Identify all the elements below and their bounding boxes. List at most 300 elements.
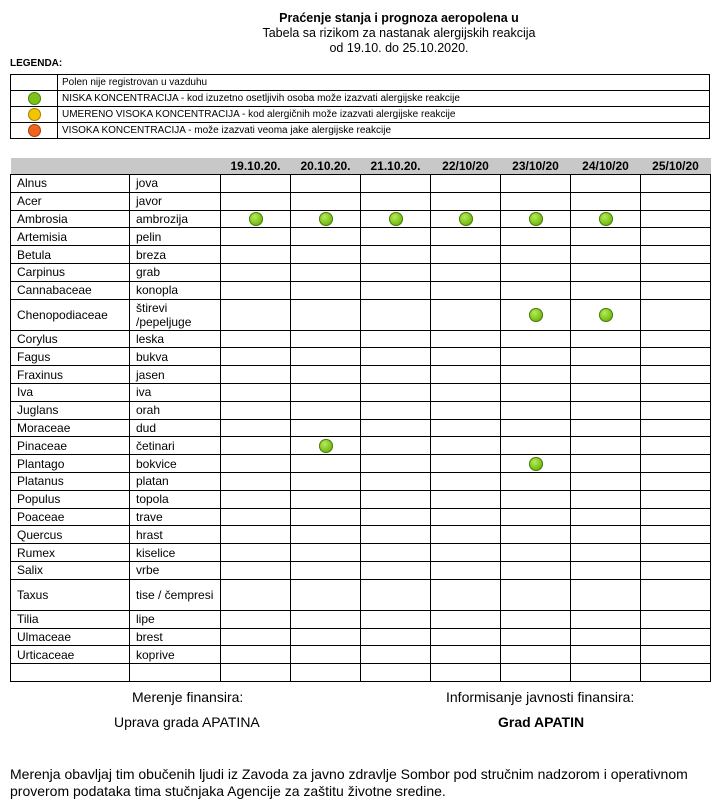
local-name: brest bbox=[130, 628, 221, 646]
concentration-cell bbox=[641, 263, 711, 281]
table-row bbox=[11, 299, 711, 330]
latin-name bbox=[11, 664, 130, 682]
table-row bbox=[11, 419, 711, 437]
report-title: Praćenje stanja i prognoza aeropolena u bbox=[279, 11, 519, 25]
concentration-cell bbox=[501, 401, 571, 419]
concentration-cell bbox=[221, 246, 291, 264]
table-row bbox=[11, 330, 711, 348]
concentration-cell bbox=[571, 508, 641, 526]
concentration-cell bbox=[571, 646, 641, 664]
concentration-cell bbox=[221, 330, 291, 348]
header-blank-cell bbox=[11, 158, 130, 175]
concentration-cell bbox=[571, 544, 641, 562]
concentration-cell bbox=[501, 366, 571, 384]
latin-name: Ambrosia bbox=[11, 210, 130, 228]
low-concentration-dot-icon bbox=[319, 439, 333, 453]
report-header bbox=[0, 11, 718, 56]
information-funder-label: Informisanje javnosti finansira: bbox=[446, 689, 635, 705]
concentration-cell bbox=[571, 561, 641, 579]
concentration-cell bbox=[431, 281, 501, 299]
latin-name: Moraceae bbox=[11, 419, 130, 437]
concentration-cell bbox=[291, 419, 361, 437]
concentration-cell bbox=[361, 348, 431, 366]
latin-name: Taxus bbox=[11, 579, 130, 610]
legend-text: NISKA KONCENTRACIJA - kod izuzetno osetljivih osoba može izazvati alergijske reakcije bbox=[58, 91, 710, 107]
local-name bbox=[130, 664, 221, 682]
legend-dot-icon bbox=[28, 124, 41, 137]
date-header: 23/10/20 bbox=[501, 158, 571, 175]
concentration-cell bbox=[291, 437, 361, 455]
concentration-cell bbox=[641, 437, 711, 455]
local-name: vrbe bbox=[130, 561, 221, 579]
legend-row bbox=[11, 123, 710, 139]
concentration-cell bbox=[221, 437, 291, 455]
concentration-cell bbox=[431, 383, 501, 401]
concentration-cell bbox=[221, 175, 291, 193]
table-row bbox=[11, 348, 711, 366]
concentration-cell bbox=[291, 263, 361, 281]
concentration-cell bbox=[571, 348, 641, 366]
concentration-cell bbox=[641, 383, 711, 401]
local-name: grab bbox=[130, 263, 221, 281]
concentration-cell bbox=[431, 610, 501, 628]
legend-label: LEGENDA: bbox=[10, 58, 63, 69]
table-row bbox=[11, 246, 711, 264]
header-blank-cell bbox=[130, 158, 221, 175]
table-row bbox=[11, 455, 711, 473]
local-name: topola bbox=[130, 490, 221, 508]
concentration-cell bbox=[291, 455, 361, 473]
concentration-cell bbox=[291, 544, 361, 562]
table-row bbox=[11, 401, 711, 419]
concentration-cell bbox=[361, 579, 431, 610]
concentration-cell bbox=[431, 646, 501, 664]
concentration-cell bbox=[571, 490, 641, 508]
concentration-cell bbox=[571, 628, 641, 646]
concentration-cell bbox=[221, 628, 291, 646]
table-row bbox=[11, 281, 711, 299]
concentration-cell bbox=[641, 490, 711, 508]
concentration-cell bbox=[641, 472, 711, 490]
concentration-cell bbox=[361, 664, 431, 682]
concentration-cell bbox=[641, 401, 711, 419]
concentration-cell bbox=[221, 401, 291, 419]
concentration-cell bbox=[501, 246, 571, 264]
concentration-cell bbox=[221, 472, 291, 490]
concentration-cell bbox=[291, 348, 361, 366]
concentration-cell bbox=[291, 383, 361, 401]
low-concentration-dot-icon bbox=[599, 212, 613, 226]
table-row bbox=[11, 508, 711, 526]
table-row bbox=[11, 210, 711, 228]
concentration-cell bbox=[361, 628, 431, 646]
concentration-cell bbox=[361, 646, 431, 664]
local-name: koprive bbox=[130, 646, 221, 664]
concentration-cell bbox=[361, 490, 431, 508]
concentration-cell bbox=[501, 299, 571, 330]
concentration-cell bbox=[501, 628, 571, 646]
local-name: platan bbox=[130, 472, 221, 490]
concentration-cell bbox=[431, 664, 501, 682]
concentration-cell bbox=[571, 455, 641, 473]
latin-name: Chenopodiaceae bbox=[11, 299, 130, 330]
latin-name: Acer bbox=[11, 192, 130, 210]
concentration-cell bbox=[501, 348, 571, 366]
local-name: breza bbox=[130, 246, 221, 264]
table-row bbox=[11, 228, 711, 246]
concentration-cell bbox=[361, 366, 431, 384]
legend-row bbox=[11, 75, 710, 91]
concentration-cell bbox=[361, 401, 431, 419]
concentration-cell bbox=[571, 366, 641, 384]
concentration-cell bbox=[361, 437, 431, 455]
concentration-cell bbox=[221, 366, 291, 384]
concentration-cell bbox=[571, 437, 641, 455]
table-row bbox=[11, 192, 711, 210]
concentration-cell bbox=[221, 348, 291, 366]
table-row bbox=[11, 490, 711, 508]
legend-text: UMERENO VISOKA KONCENTRACIJA - kod alergičnih može izazvati alergijske reakcije bbox=[58, 107, 710, 123]
concentration-cell bbox=[361, 175, 431, 193]
concentration-cell bbox=[641, 628, 711, 646]
table-row bbox=[11, 526, 711, 544]
legend-row bbox=[11, 91, 710, 107]
latin-name: Ulmaceae bbox=[11, 628, 130, 646]
concentration-cell bbox=[291, 490, 361, 508]
concentration-cell bbox=[221, 263, 291, 281]
legend-text: VISOKA KONCENTRACIJA - može izazvati veoma jake alergijske reakcije bbox=[58, 123, 710, 139]
concentration-cell bbox=[431, 579, 501, 610]
concentration-cell bbox=[291, 175, 361, 193]
latin-name: Alnus bbox=[11, 175, 130, 193]
concentration-cell bbox=[501, 419, 571, 437]
concentration-cell bbox=[431, 330, 501, 348]
latin-name: Iva bbox=[11, 383, 130, 401]
table-row bbox=[11, 646, 711, 664]
latin-name: Populus bbox=[11, 490, 130, 508]
concentration-cell bbox=[571, 579, 641, 610]
concentration-cell bbox=[291, 246, 361, 264]
concentration-cell bbox=[501, 610, 571, 628]
report-subtitle: Tabela sa rizikom za nastanak alergijskih reakcija bbox=[262, 26, 536, 40]
concentration-cell bbox=[221, 561, 291, 579]
concentration-cell bbox=[501, 646, 571, 664]
concentration-cell bbox=[431, 246, 501, 264]
concentration-cell bbox=[431, 628, 501, 646]
latin-name: Artemisia bbox=[11, 228, 130, 246]
concentration-cell bbox=[571, 192, 641, 210]
date-header: 19.10.20. bbox=[221, 158, 291, 175]
concentration-cell bbox=[361, 210, 431, 228]
concentration-cell bbox=[221, 299, 291, 330]
concentration-cell bbox=[641, 610, 711, 628]
latin-name: Cannabaceae bbox=[11, 281, 130, 299]
concentration-cell bbox=[641, 366, 711, 384]
concentration-cell bbox=[361, 472, 431, 490]
concentration-cell bbox=[361, 455, 431, 473]
concentration-cell bbox=[221, 544, 291, 562]
concentration-cell bbox=[641, 508, 711, 526]
concentration-cell bbox=[641, 210, 711, 228]
concentration-cell bbox=[431, 348, 501, 366]
concentration-cell bbox=[571, 175, 641, 193]
date-header: 25/10/20 bbox=[641, 158, 711, 175]
concentration-cell bbox=[291, 366, 361, 384]
concentration-cell bbox=[361, 246, 431, 264]
concentration-cell bbox=[431, 299, 501, 330]
concentration-cell bbox=[291, 561, 361, 579]
legend-row bbox=[11, 107, 710, 123]
table-row bbox=[11, 628, 711, 646]
table-row bbox=[11, 472, 711, 490]
concentration-cell bbox=[291, 192, 361, 210]
low-concentration-dot-icon bbox=[389, 212, 403, 226]
table-row bbox=[11, 263, 711, 281]
local-name: hrast bbox=[130, 526, 221, 544]
table-row bbox=[11, 610, 711, 628]
concentration-cell bbox=[501, 472, 571, 490]
local-name: tise / čempresi bbox=[130, 579, 221, 610]
concentration-cell bbox=[501, 526, 571, 544]
local-name: pelin bbox=[130, 228, 221, 246]
concentration-cell bbox=[501, 490, 571, 508]
concentration-cell bbox=[431, 437, 501, 455]
concentration-cell bbox=[361, 192, 431, 210]
legend-text: Polen nije registrovan u vazduhu bbox=[58, 75, 710, 91]
concentration-cell bbox=[291, 646, 361, 664]
legend-symbol-cell bbox=[11, 123, 58, 139]
concentration-cell bbox=[431, 526, 501, 544]
concentration-cell bbox=[361, 383, 431, 401]
concentration-cell bbox=[431, 544, 501, 562]
concentration-cell bbox=[291, 664, 361, 682]
concentration-cell bbox=[361, 526, 431, 544]
table-row bbox=[11, 383, 711, 401]
table-row bbox=[11, 544, 711, 562]
local-name: javor bbox=[130, 192, 221, 210]
concentration-cell bbox=[641, 544, 711, 562]
local-name: štirevi /pepeljuge bbox=[130, 299, 221, 330]
concentration-cell bbox=[501, 455, 571, 473]
concentration-cell bbox=[501, 664, 571, 682]
concentration-cell bbox=[571, 664, 641, 682]
concentration-cell bbox=[501, 561, 571, 579]
local-name: bokvice bbox=[130, 455, 221, 473]
local-name: četinari bbox=[130, 437, 221, 455]
concentration-cell bbox=[361, 610, 431, 628]
latin-name: Urticaceae bbox=[11, 646, 130, 664]
date-header: 21.10.20. bbox=[361, 158, 431, 175]
latin-name: Betula bbox=[11, 246, 130, 264]
low-concentration-dot-icon bbox=[529, 212, 543, 226]
concentration-cell bbox=[501, 508, 571, 526]
concentration-cell bbox=[291, 228, 361, 246]
concentration-cell bbox=[431, 508, 501, 526]
concentration-cell bbox=[641, 664, 711, 682]
concentration-cell bbox=[501, 192, 571, 210]
latin-name: Corylus bbox=[11, 330, 130, 348]
concentration-cell bbox=[291, 610, 361, 628]
concentration-cell bbox=[431, 175, 501, 193]
concentration-cell bbox=[431, 490, 501, 508]
concentration-cell bbox=[431, 419, 501, 437]
concentration-cell bbox=[501, 579, 571, 610]
latin-name: Carpinus bbox=[11, 263, 130, 281]
concentration-cell bbox=[221, 419, 291, 437]
concentration-cell bbox=[571, 610, 641, 628]
concentration-cell bbox=[431, 210, 501, 228]
concentration-cell bbox=[571, 330, 641, 348]
legend-dot-icon bbox=[28, 92, 41, 105]
concentration-cell bbox=[431, 455, 501, 473]
low-concentration-dot-icon bbox=[529, 308, 543, 322]
concentration-cell bbox=[641, 419, 711, 437]
concentration-cell bbox=[571, 263, 641, 281]
concentration-cell bbox=[361, 561, 431, 579]
concentration-cell bbox=[221, 210, 291, 228]
concentration-cell bbox=[361, 508, 431, 526]
concentration-cell bbox=[641, 561, 711, 579]
legend-dot-icon bbox=[28, 108, 41, 121]
concentration-cell bbox=[361, 299, 431, 330]
table-row bbox=[11, 175, 711, 193]
local-name: trave bbox=[130, 508, 221, 526]
latin-name: Plantago bbox=[11, 455, 130, 473]
concentration-cell bbox=[221, 228, 291, 246]
measurement-funder: Uprava grada APATINA bbox=[114, 714, 260, 730]
low-concentration-dot-icon bbox=[249, 212, 263, 226]
low-concentration-dot-icon bbox=[459, 212, 473, 226]
concentration-cell bbox=[641, 330, 711, 348]
table-row bbox=[11, 664, 711, 682]
low-concentration-dot-icon bbox=[529, 457, 543, 471]
concentration-cell bbox=[431, 192, 501, 210]
latin-name: Fagus bbox=[11, 348, 130, 366]
concentration-cell bbox=[641, 455, 711, 473]
concentration-cell bbox=[291, 472, 361, 490]
information-funder: Grad APATIN bbox=[498, 714, 585, 730]
concentration-cell bbox=[291, 628, 361, 646]
date-header: 22/10/20 bbox=[431, 158, 501, 175]
concentration-cell bbox=[641, 646, 711, 664]
concentration-cell bbox=[221, 192, 291, 210]
concentration-cell bbox=[221, 526, 291, 544]
concentration-cell bbox=[361, 330, 431, 348]
local-name: leska bbox=[130, 330, 221, 348]
footer-note: Merenja obavljaj tim obučenih ljudi iz Zavoda za javno zdravlje Sombor pod stručnim nadzorom i operativnom proverom podataka tima stučnjaka Agencije za zaštitu životne sredine. bbox=[10, 766, 688, 799]
table-row bbox=[11, 561, 711, 579]
concentration-cell bbox=[221, 646, 291, 664]
concentration-cell bbox=[361, 544, 431, 562]
concentration-cell bbox=[431, 366, 501, 384]
table-header-row bbox=[11, 158, 711, 175]
latin-name: Platanus bbox=[11, 472, 130, 490]
low-concentration-dot-icon bbox=[319, 212, 333, 226]
concentration-cell bbox=[291, 508, 361, 526]
concentration-cell bbox=[361, 228, 431, 246]
concentration-cell bbox=[501, 383, 571, 401]
local-name: ambrozija bbox=[130, 210, 221, 228]
concentration-cell bbox=[431, 401, 501, 419]
concentration-cell bbox=[431, 263, 501, 281]
concentration-cell bbox=[221, 490, 291, 508]
latin-name: Salix bbox=[11, 561, 130, 579]
concentration-cell bbox=[501, 228, 571, 246]
concentration-cell bbox=[221, 664, 291, 682]
latin-name: Quercus bbox=[11, 526, 130, 544]
concentration-cell bbox=[501, 263, 571, 281]
concentration-cell bbox=[571, 401, 641, 419]
concentration-cell bbox=[291, 281, 361, 299]
concentration-cell bbox=[641, 299, 711, 330]
local-name: jasen bbox=[130, 366, 221, 384]
date-header: 20.10.20. bbox=[291, 158, 361, 175]
concentration-cell bbox=[571, 419, 641, 437]
concentration-cell bbox=[291, 401, 361, 419]
local-name: jova bbox=[130, 175, 221, 193]
pollen-table bbox=[10, 158, 711, 682]
local-name: kiselice bbox=[130, 544, 221, 562]
concentration-cell bbox=[641, 526, 711, 544]
concentration-cell bbox=[431, 228, 501, 246]
concentration-cell bbox=[501, 437, 571, 455]
local-name: bukva bbox=[130, 348, 221, 366]
concentration-cell bbox=[641, 281, 711, 299]
concentration-cell bbox=[431, 472, 501, 490]
latin-name: Rumex bbox=[11, 544, 130, 562]
concentration-cell bbox=[571, 281, 641, 299]
local-name: konopla bbox=[130, 281, 221, 299]
concentration-cell bbox=[571, 246, 641, 264]
concentration-cell bbox=[221, 383, 291, 401]
latin-name: Pinaceae bbox=[11, 437, 130, 455]
concentration-cell bbox=[431, 561, 501, 579]
local-name: iva bbox=[130, 383, 221, 401]
concentration-cell bbox=[361, 263, 431, 281]
concentration-cell bbox=[571, 526, 641, 544]
local-name: dud bbox=[130, 419, 221, 437]
latin-name: Tilia bbox=[11, 610, 130, 628]
concentration-cell bbox=[571, 383, 641, 401]
latin-name: Poaceae bbox=[11, 508, 130, 526]
concentration-cell bbox=[291, 299, 361, 330]
concentration-cell bbox=[571, 210, 641, 228]
table-row bbox=[11, 437, 711, 455]
concentration-cell bbox=[641, 579, 711, 610]
concentration-cell bbox=[361, 419, 431, 437]
concentration-cell bbox=[221, 508, 291, 526]
concentration-cell bbox=[571, 299, 641, 330]
legend-table bbox=[10, 74, 710, 139]
report-period: od 19.10. do 25.10.2020. bbox=[329, 41, 469, 55]
concentration-cell bbox=[641, 175, 711, 193]
concentration-cell bbox=[641, 246, 711, 264]
concentration-cell bbox=[501, 210, 571, 228]
measurement-funder-label: Merenje finansira: bbox=[132, 689, 244, 705]
low-concentration-dot-icon bbox=[599, 308, 613, 322]
concentration-cell bbox=[641, 348, 711, 366]
concentration-cell bbox=[641, 228, 711, 246]
concentration-cell bbox=[221, 579, 291, 610]
concentration-cell bbox=[221, 455, 291, 473]
concentration-cell bbox=[291, 210, 361, 228]
concentration-cell bbox=[501, 544, 571, 562]
concentration-cell bbox=[571, 228, 641, 246]
local-name: orah bbox=[130, 401, 221, 419]
local-name: lipe bbox=[130, 610, 221, 628]
concentration-cell bbox=[291, 330, 361, 348]
concentration-cell bbox=[501, 175, 571, 193]
